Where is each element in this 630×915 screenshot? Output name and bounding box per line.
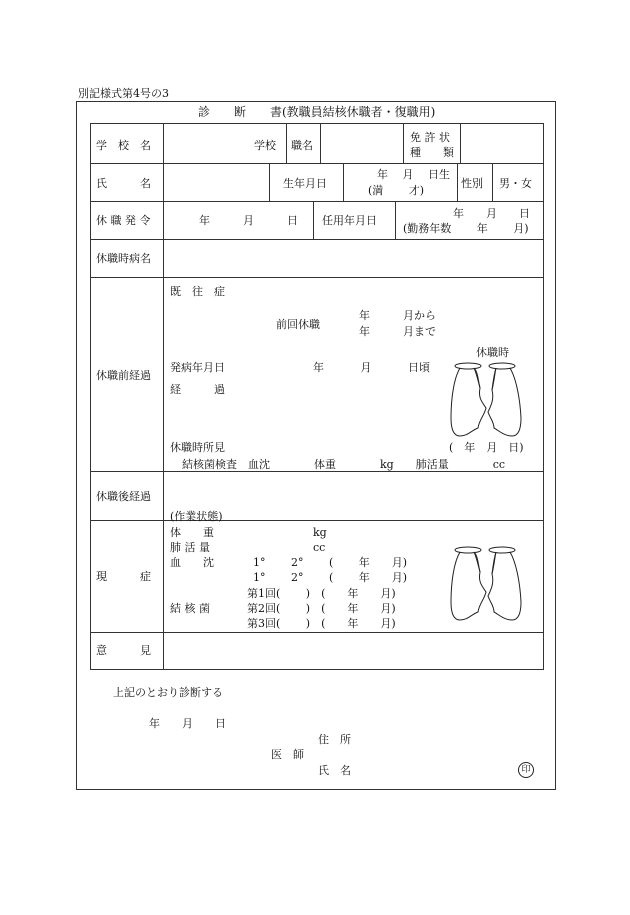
appointment-date-label: 任用年月日 bbox=[322, 214, 377, 227]
weight-label: 体 重 bbox=[170, 526, 214, 539]
bacteria-row-1: 第1回( ) ( 年 月) bbox=[247, 587, 396, 600]
license-label-line1: 免 許 状 bbox=[410, 131, 450, 144]
diagnosis-statement: 上記のとおり診断する bbox=[113, 686, 223, 699]
leave-order-date: 年 月 日 bbox=[199, 214, 298, 227]
lung-diagram-current bbox=[448, 542, 526, 624]
test-results-line: 結核菌検査 血沈 体重 kg 肺活量 cc bbox=[182, 458, 506, 471]
esr-row-2: 1° 2° ( 年 月) bbox=[253, 571, 408, 584]
bacteria-label: 結 核 菌 bbox=[170, 602, 210, 615]
doctor-name-label: 氏 名 bbox=[318, 764, 351, 777]
vital-capacity-unit: cc bbox=[313, 541, 326, 554]
onset-date-value: 年 月 日頃 bbox=[313, 361, 430, 374]
license-label-line2: 種 類 bbox=[410, 146, 454, 159]
current-condition-label: 現 症 bbox=[96, 570, 151, 583]
form-number: 別記様式第4号の3 bbox=[78, 87, 169, 100]
onset-date-label: 発病年月日 bbox=[170, 361, 225, 374]
name-label: 氏 名 bbox=[96, 177, 151, 190]
school-suffix: 学校 bbox=[254, 139, 276, 152]
doctor-label: 医 師 bbox=[271, 748, 304, 761]
service-years: (勤務年数 年 月) bbox=[403, 222, 529, 235]
course-label: 経 過 bbox=[170, 383, 225, 396]
disease-label: 休職時病名 bbox=[96, 252, 151, 265]
opinion-label: 意 見 bbox=[96, 644, 151, 657]
school-label: 学 校 名 bbox=[96, 139, 151, 152]
before-leave-label: 休職前経過 bbox=[96, 369, 151, 382]
bacteria-row-3: 第3回( ) ( 年 月) bbox=[247, 617, 396, 630]
sex-label: 性別 bbox=[461, 177, 483, 190]
appointment-date-value: 年 月 日 bbox=[453, 207, 530, 220]
previous-leave-label: 前回休職 bbox=[276, 318, 320, 331]
age-value: (満 才) bbox=[368, 184, 425, 197]
sex-value: 男・女 bbox=[499, 177, 532, 190]
past-illness-label: 既 往 症 bbox=[170, 285, 225, 298]
lung-diagram-before bbox=[448, 358, 526, 440]
esr-label: 血 沈 bbox=[170, 556, 214, 569]
birth-date-label: 生年月日 bbox=[283, 177, 327, 190]
leave-order-label: 休 職 発 令 bbox=[96, 214, 151, 227]
diagnosis-date: 年 月 日 bbox=[149, 717, 226, 730]
birth-date-value: 年 月 日生 bbox=[377, 168, 450, 181]
previous-leave-from: 年 月から bbox=[359, 309, 436, 322]
findings-date: ( 年 月 日) bbox=[449, 441, 524, 454]
previous-leave-to: 年 月まで bbox=[359, 325, 436, 338]
after-leave-label: 休職後経過 bbox=[96, 490, 151, 503]
seal-mark: 印 bbox=[518, 762, 534, 778]
esr-row-1: 1° 2° ( 年 月) bbox=[253, 556, 408, 569]
job-title-label: 職名 bbox=[291, 139, 313, 152]
weight-unit: kg bbox=[313, 526, 327, 539]
address-label: 住 所 bbox=[318, 733, 351, 746]
document-title: 診 断 書(教職員結核休職者・復職用) bbox=[198, 105, 436, 119]
bacteria-row-2: 第2回( ) ( 年 月) bbox=[247, 602, 396, 615]
lung-diagram-label: 休職時 bbox=[476, 346, 509, 359]
work-status-label: (作業状態) bbox=[170, 510, 223, 523]
vital-capacity-label: 肺 活 量 bbox=[170, 541, 210, 554]
findings-label: 休職時所見 bbox=[170, 441, 225, 454]
